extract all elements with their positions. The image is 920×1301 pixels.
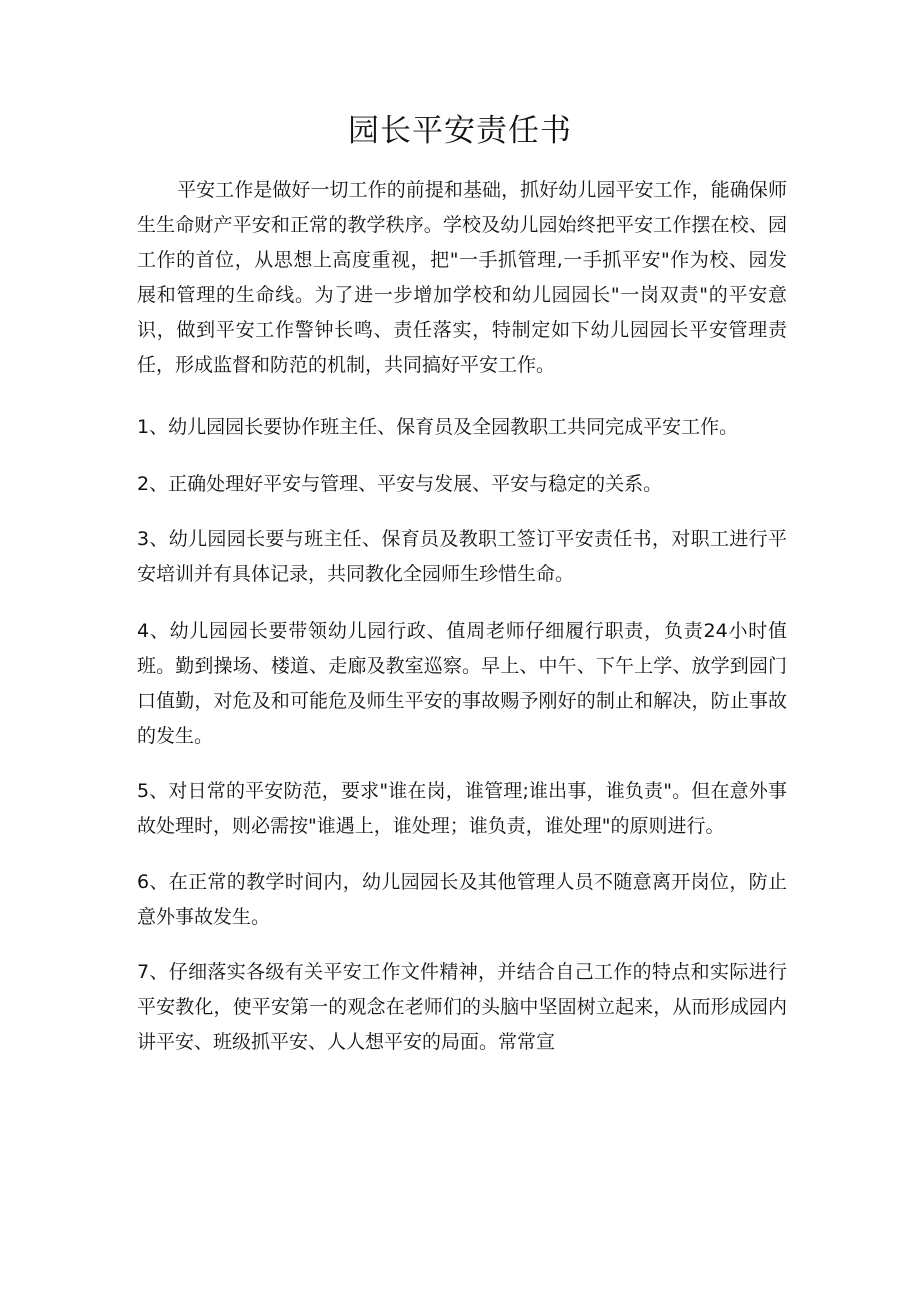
intro-paragraph: 平安工作是做好一切工作的前提和基础，抓好幼儿园平安工作，能确保师生生命财产平安和正常的教学秩序。学校及幼儿园始终把平安工作摆在校、园工作的首位，从思想上高度重视，把"一手抓管理,一手抓平安"作为校、园发展和管理的生命线。为了进一步增加学校和幼儿园园长"一岗双责"的平安意识，做到平安工作警钟长鸣、责任落实，特制定如下幼儿园园长平安管理责任，形成监督和防范的机制，共同搞好平安工作。 — [137, 179, 787, 376]
list-item-7: 7、仔细落实各级有关平安工作文件精神，并结合自己工作的特点和实际进行平安教化，使平安第一的观念在老师们的头脑中坚固树立起来，从而形成园内讲平安、班级抓平安、人人想平安的局面。常常宣 — [137, 961, 787, 1053]
list-item-2: 2、正确处理好平安与管理、平安与发展、平安与稳定的关系。 — [137, 473, 663, 495]
list-item-3: 3、幼儿园园长要与班主任、保育员及教职工签订平安责任书，对职工进行平安培训并有具体记录，共同教化全园师生珍惜生命。 — [137, 528, 787, 585]
document-title: 园长平安责任书 — [348, 113, 572, 149]
list-item-4: 4、幼儿园园长要带领幼儿园行政、值周老师仔细履行职责，负责24小时值班。勤到操场、楼道、走廊及教室巡察。早上、中午、下午上学、放学到园门口值勤，对危及和可能危及师生平安的事故赐予刚好的制止和解决，防止事故的发生。 — [137, 620, 787, 747]
list-item-6: 6、在正常的教学时间内，幼儿园园长及其他管理人员不随意离开岗位，防止意外事故发生。 — [137, 871, 787, 928]
list-item-1: 1、幼儿园园长要协作班主任、保育员及全园教职工共同完成平安工作。 — [137, 416, 739, 438]
list-item-5: 5、对日常的平安防范，要求"谁在岗，谁管理;谁出事，谁负责"。但在意外事故处理时，则必需按"谁遇上，谁处理；谁负责，谁处理"的原则进行。 — [137, 780, 787, 837]
